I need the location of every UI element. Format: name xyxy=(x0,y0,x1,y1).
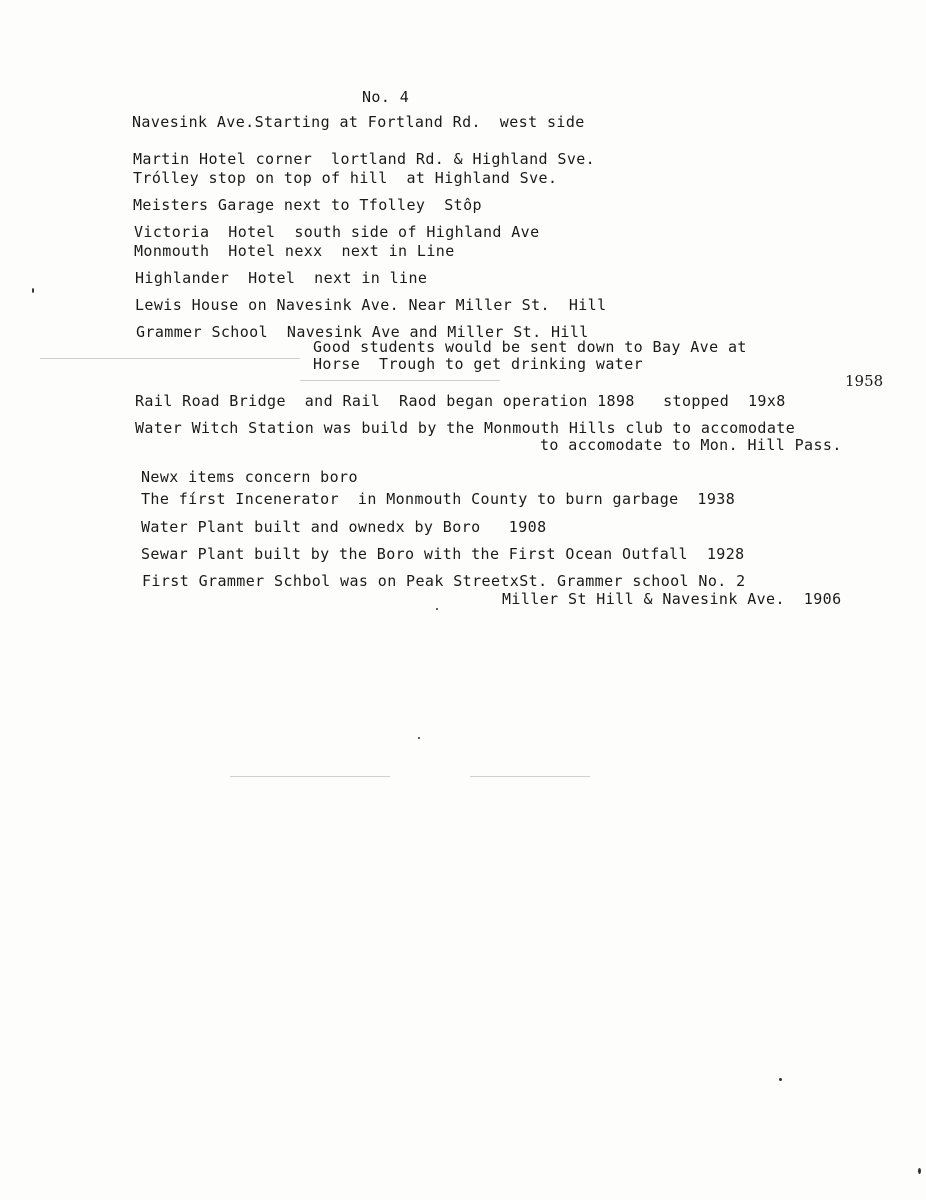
text-line: Highlander Hotel next in line xyxy=(135,269,428,287)
scan-smudge xyxy=(470,776,590,777)
text-line: Good students would be sent down to Bay Ave at xyxy=(313,338,747,356)
text-line: First Grammer Schbol was on Peak StreetxSt. Grammer school No. 2 xyxy=(142,572,746,590)
page-number: No. 4 xyxy=(362,88,410,106)
scan-smudge xyxy=(230,776,390,777)
scan-speck xyxy=(918,1168,921,1174)
scan-smudge xyxy=(300,380,500,381)
text-line: Monmouth Hotel nexx next in Line xyxy=(134,242,455,260)
text-line: Miller St Hill & Navesink Ave. 1906 xyxy=(502,590,842,608)
text-line: Martin Hotel corner lortland Rd. & Highland Sve. xyxy=(133,150,596,168)
scan-speck xyxy=(418,737,420,739)
text-line: Horse Trough to get drinking water xyxy=(313,355,644,373)
scan-speck xyxy=(779,1078,782,1081)
text-line: Sewar Plant built by the Boro with the First Ocean Outfall 1928 xyxy=(141,545,745,563)
text-line: Lewis House on Navesink Ave. Near Miller St. Hill xyxy=(135,296,607,314)
scan-speck xyxy=(32,288,34,293)
text-line: Water Witch Station was build by the Monmouth Hills club to accomodate xyxy=(135,419,796,437)
text-line: Rail Road Bridge and Rail Raod began operation 1898 stopped 19x8 xyxy=(135,392,786,410)
text-line: to accomodate to Mon. Hill Pass. xyxy=(540,436,842,454)
scan-speck xyxy=(436,608,438,610)
text-line: The fírst Incenerator in Monmouth County to burn garbage 1938 xyxy=(141,490,736,508)
text-line: Meisters Garage next to Tfolley Stôp xyxy=(133,196,482,214)
text-line: Grammer School Navesink Ave and Miller St. Hill xyxy=(136,323,589,341)
text-line: Newx items concern boro xyxy=(141,468,358,486)
text-line: Victoria Hotel south side of Highland Ave xyxy=(134,223,540,241)
text-line: Water Plant built and ownedx by Boro 1908 xyxy=(141,518,547,536)
text-line: Navesink Ave.Starting at Fortland Rd. west side xyxy=(132,113,585,131)
scan-smudge xyxy=(40,358,300,359)
text-line: Trólley stop on top of hill at Highland Sve. xyxy=(133,169,558,187)
handwritten-year-correction: 1958 xyxy=(845,372,884,390)
